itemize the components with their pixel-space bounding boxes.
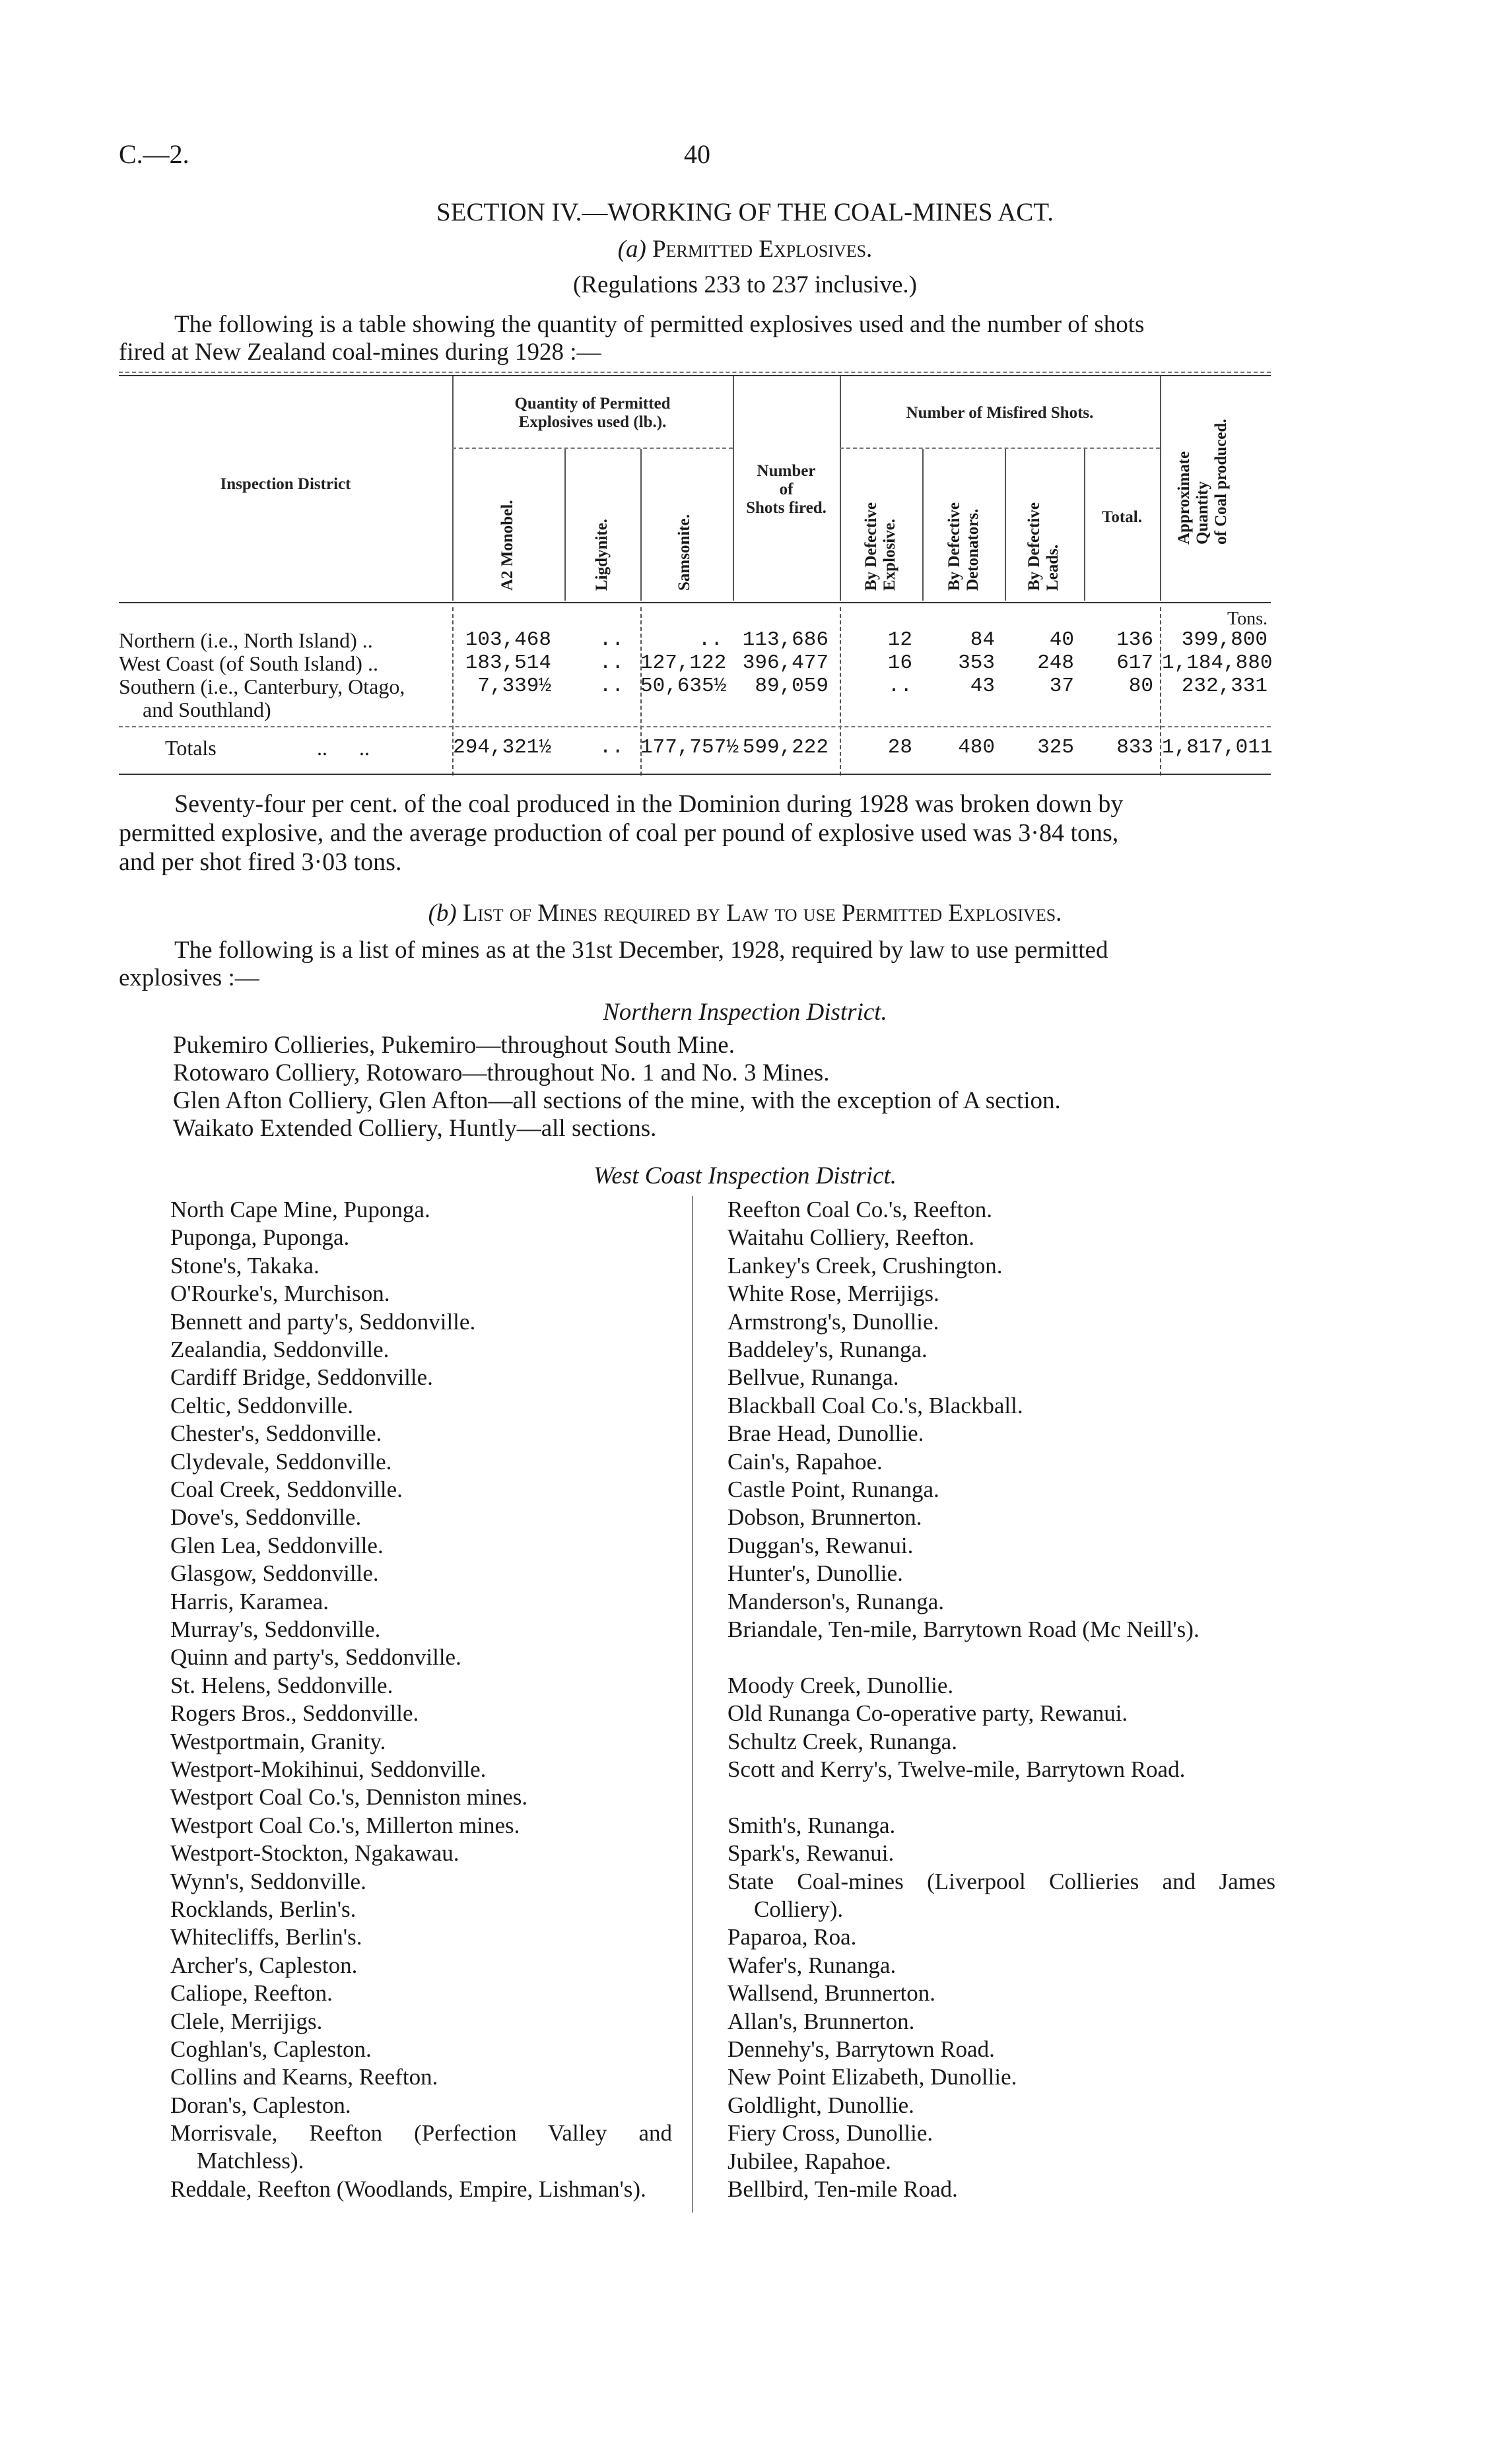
totals-label: Totals <box>165 736 217 760</box>
cell-def-explosive: .. <box>887 675 912 698</box>
cell-shots: 89,059 <box>755 675 829 698</box>
mine-entry: Westport-Stockton, Ngakawau. <box>170 1840 459 1867</box>
mine-entry: Dobson, Brunnerton. <box>728 1504 922 1531</box>
mine-entry: White Rose, Merrijigs. <box>728 1281 939 1307</box>
cell-def-leads: 37 <box>1049 675 1074 698</box>
total-a2: 294,321½ <box>453 736 551 759</box>
mine-entry: Wafer's, Runanga. <box>728 1952 897 1978</box>
cell-total: 80 <box>1128 675 1153 698</box>
group-rule <box>840 448 1160 449</box>
mine-entry: Duggan's, Rewanui. <box>728 1532 914 1558</box>
mine-entry: Schultz Creek, Runanga. <box>728 1728 957 1754</box>
mine-entry: Dove's, Seddonville. <box>170 1504 362 1531</box>
cell-def-detonators: 353 <box>958 651 995 675</box>
west-coast-heading: West Coast Inspection District. <box>593 1162 897 1189</box>
header-misfired-group: Number of Misfired Shots. <box>906 404 1094 422</box>
explosives-table <box>119 370 1271 785</box>
mine-entry: Dennehy's, Barrytown Road. <box>728 2036 995 2062</box>
mine-entry: Westport Coal Co.'s, Denniston mines. <box>170 1784 528 1811</box>
cell-a2: 183,514 <box>465 651 551 675</box>
mine-entry: Archer's, Capleston. <box>170 1952 358 1978</box>
mine-entry: Smith's, Runanga. <box>728 1812 896 1838</box>
mine-entry: Old Runanga Co-operative party, Rewanui. <box>728 1700 1128 1727</box>
subsection-b-heading <box>0 899 1490 928</box>
mine-entry: Manderson's, Runanga. <box>728 1588 945 1615</box>
intro-paragraph-line-1: The following is a table showing the quantity of permitted explosives used and the number of shots <box>174 311 1145 338</box>
cell-ligdynite: .. <box>599 651 624 675</box>
cell-ligdynite: .. <box>599 675 624 698</box>
row-district: Southern (i.e., Canterbury, Otago, <box>119 675 405 698</box>
table-divider <box>564 449 566 601</box>
mine-entry: Cain's, Rapahoe. <box>728 1448 883 1475</box>
mine-entry: Clydevale, Seddonville. <box>170 1448 392 1475</box>
mine-entry: Moody Creek, Dunollie. <box>728 1672 954 1698</box>
page-number: 40 <box>684 139 710 169</box>
table-divider <box>1005 449 1006 601</box>
mine-entry: Collins and Kearns, Reefton. <box>170 2064 438 2090</box>
mine-entry: Harris, Karamea. <box>170 1588 329 1615</box>
total-ligdynite: .. <box>599 736 624 759</box>
west-coast-right-column <box>728 1196 1275 2226</box>
mine-entry: Murray's, Seddonville. <box>170 1616 381 1642</box>
mine-entry: Quinn and party's, Seddonville. <box>170 1644 461 1671</box>
table-divider <box>1160 376 1161 601</box>
mine-entry: Whitecliffs, Berlin's. <box>170 1924 362 1950</box>
mine-entry: Fiery Cross, Dunollie. <box>728 2120 933 2147</box>
table-divider <box>1160 607 1161 776</box>
cell-def-leads: 248 <box>1037 651 1074 675</box>
totals-leader-dots: .. .. <box>317 736 370 760</box>
table-top-rule <box>119 372 1271 373</box>
mine-entry: Chester's, Seddonville. <box>170 1420 382 1447</box>
header-shots-fired: Number of Shots fired. <box>746 462 827 517</box>
header-defective-leads: By Defective Leads. <box>1025 502 1062 591</box>
section-title: SECTION IV.—WORKING OF THE COAL-MINES ACT. <box>436 198 1054 226</box>
cell-def-explosive: 12 <box>887 628 912 651</box>
mine-entry: Hunter's, Dunollie. <box>728 1560 903 1587</box>
group-rule <box>452 448 733 449</box>
cell-def-detonators: 84 <box>970 628 995 651</box>
cell-shots: 113,686 <box>742 628 829 651</box>
northern-heading: Northern Inspection District. <box>603 999 887 1026</box>
summary-line-3: and per shot fired 3·03 tons. <box>119 848 402 876</box>
header-a2-monobel: A2 Monobel. <box>498 500 516 591</box>
mine-entry: North Cape Mine, Puponga. <box>170 1197 430 1222</box>
mine-entry: Armstrong's, Dunollie. <box>728 1308 939 1335</box>
row-district: Northern (i.e., North Island) .. <box>119 628 373 652</box>
cell-def-leads: 40 <box>1049 628 1074 651</box>
mine-entry: Stone's, Takaka. <box>170 1252 320 1279</box>
cell-total: 136 <box>1116 628 1153 651</box>
mine-entry: Westport Coal Co.'s, Millerton mines. <box>170 1812 520 1838</box>
summary-line-2: permitted explosive, and the average production of coal per pound of explosive used was 3·84 tons, <box>119 819 1119 847</box>
cell-shots: 396,477 <box>742 651 829 675</box>
mine-entry: Cardiff Bridge, Seddonville. <box>170 1364 433 1391</box>
cell-ligdynite: .. <box>599 628 624 651</box>
mine-entry: Doran's, Capleston. <box>170 2092 351 2118</box>
totals-rule <box>119 726 1271 727</box>
total-def-detonators: 480 <box>958 736 995 759</box>
cell-def-explosive: 16 <box>887 651 912 675</box>
cell-def-detonators: 43 <box>970 675 995 698</box>
northern-item: Glen Afton Colliery, Glen Afton—all sections of the mine, with the exception of A section. <box>173 1087 1061 1114</box>
header-quantity-group: Quantity of Permitted Explosives used (lb.). <box>514 395 671 431</box>
intro-paragraph-line-2: fired at New Zealand coal-mines during 1928 :— <box>119 339 601 366</box>
list-intro-line-2: explosives :— <box>119 964 259 991</box>
table-bottom-rule <box>119 774 1271 775</box>
mine-entry: Waitahu Colliery, Reefton. <box>728 1224 974 1251</box>
mine-entry: Glasgow, Seddonville. <box>170 1560 379 1587</box>
mine-entry: Rogers Bros., Seddonville. <box>170 1700 419 1727</box>
header-total-misfired: Total. <box>1102 508 1142 526</box>
list-intro-line-1: The following is a list of mines as at the 31st December, 1928, required by law to use permitted <box>174 937 1108 964</box>
mine-entry: New Point Elizabeth, Dunollie. <box>728 2064 1017 2090</box>
mine-entry: Wallsend, Brunnerton. <box>728 1980 936 2007</box>
table-top-rule-2 <box>119 375 1271 376</box>
total-shots: 599,222 <box>742 736 829 759</box>
mine-entry: Reddale, Reefton (Woodlands, Empire, Lishman's). <box>170 2176 646 2202</box>
total-misfired: 833 <box>1116 736 1153 759</box>
cell-coal: 232,331 <box>1181 675 1268 698</box>
header-coal-produced: Approximate Quantity of Coal produced. <box>1175 418 1230 545</box>
mine-entry: Spark's, Rewanui. <box>728 1840 895 1867</box>
northern-item: Pukemiro Collieries, Pukemiro—throughout South Mine. <box>173 1032 735 1059</box>
subsection-a-title: Permitted Explosives. <box>652 236 873 263</box>
mine-entry: St. Helens, Seddonville. <box>170 1672 393 1698</box>
total-samsonite: 177,757½ <box>640 736 739 759</box>
mine-entry: O'Rourke's, Murchison. <box>170 1281 390 1307</box>
mine-entry: Coghlan's, Capleston. <box>170 2036 372 2062</box>
total-coal: 1,817,011 <box>1162 736 1273 759</box>
table-divider <box>922 449 924 601</box>
cell-coal: 399,800 <box>1181 628 1268 651</box>
mine-entry: Coal Creek, Seddonville. <box>170 1477 403 1502</box>
subsection-a-heading <box>0 235 1490 264</box>
regulations-note: (Regulations 233 to 237 inclusive.) <box>572 271 918 298</box>
mine-entry: Bellbird, Ten-mile Road. <box>728 2176 958 2202</box>
row-district: West Coast (of South Island) .. <box>119 651 378 675</box>
mine-entry: Baddeley's, Runanga. <box>728 1337 928 1362</box>
mine-entry: Puponga, Puponga. <box>170 1224 350 1251</box>
cell-a2: 7,339½ <box>477 675 551 698</box>
mine-entry: Zealandia, Seddonville. <box>170 1337 389 1362</box>
subsection-b-title: List of Mines required by Law to use Permitted Explosives. <box>462 900 1062 927</box>
header-defective-explosive: By Defective Explosive. <box>862 502 898 591</box>
row-district-continued: and Southland) <box>143 698 271 721</box>
mine-entry: Glen Lea, Seddonville. <box>170 1532 384 1558</box>
mine-entry: Paparoa, Roa. <box>728 1924 857 1950</box>
mine-entry: Lankey's Creek, Crushington. <box>728 1252 1003 1279</box>
header-inspection-district: Inspection District <box>220 475 351 493</box>
northern-item: Rotowaro Colliery, Rotowaro—throughout No. 1 and No. 3 Mines. <box>173 1059 830 1086</box>
cell-samsonite: 127,122 <box>640 651 727 675</box>
document-code: C.—2. <box>119 139 189 169</box>
summary-line-1: Seventy-four per cent. of the coal produced in the Dominion during 1928 was broken down by <box>174 790 1124 818</box>
west-coast-left-column <box>170 1196 672 2226</box>
mine-entry: Allan's, Brunnerton. <box>728 2008 915 2034</box>
header-samsonite: Samsonite. <box>675 514 693 591</box>
northern-item: Waikato Extended Colliery, Huntly—all sections. <box>173 1115 657 1142</box>
cell-samsonite: 50,635½ <box>640 675 727 698</box>
column-divider <box>692 1196 693 2213</box>
header-ligdynite: Ligdynite. <box>593 518 611 591</box>
mine-entry: Brae Head, Dunollie. <box>728 1420 924 1447</box>
mine-entry: Clele, Merrijigs. <box>170 2008 323 2034</box>
mine-entry: Morrisvale, Reefton (Perfection Valley and Matchless). <box>170 2120 672 2174</box>
mine-entry: Goldlight, Dunollie. <box>728 2092 914 2118</box>
mine-entry: Caliope, Reefton. <box>170 1980 333 2007</box>
mine-entry: State Coal-mines (Liverpool Collieries and James Colliery). <box>728 1868 1275 1922</box>
units-tons: Tons. <box>1227 609 1268 629</box>
total-def-explosive: 28 <box>887 736 912 759</box>
mine-entry: Westport-Mokihinui, Seddonville. <box>170 1756 487 1782</box>
mine-entry: Reefton Coal Co.'s, Reefton. <box>728 1197 992 1222</box>
mine-entry: Celtic, Seddonville. <box>170 1392 354 1418</box>
mine-entry: Blackball Coal Co.'s, Blackball. <box>728 1392 1023 1418</box>
mine-entry: Rocklands, Berlin's. <box>170 1896 356 1922</box>
header-bottom-rule <box>119 602 1271 603</box>
cell-total: 617 <box>1116 651 1153 675</box>
subsection-b-label: (b) <box>428 900 457 927</box>
mine-entry: Jubilee, Rapahoe. <box>728 2148 891 2174</box>
mine-entry: Bellvue, Runanga. <box>728 1364 899 1391</box>
table-divider <box>640 449 642 601</box>
mine-entry: Briandale, Ten-mile, Barrytown Road (Mc Neill's). <box>728 1616 1200 1642</box>
cell-a2: 103,468 <box>465 628 551 651</box>
mine-entry: Bennett and party's, Seddonville. <box>170 1308 476 1335</box>
cell-samsonite: .. <box>698 628 723 651</box>
cell-coal: 1,184,880 <box>1162 651 1273 675</box>
header-defective-detonators: By Defective Detonators. <box>945 502 982 591</box>
total-def-leads: 325 <box>1037 736 1074 759</box>
mine-entry: Castle Point, Runanga. <box>728 1477 939 1502</box>
mine-entry: Westportmain, Granity. <box>170 1728 386 1754</box>
subsection-a-label: (a) <box>617 236 646 263</box>
mine-entry: Scott and Kerry's, Twelve-mile, Barrytown Road. <box>728 1756 1186 1782</box>
mine-entry: Wynn's, Seddonville. <box>170 1868 366 1894</box>
